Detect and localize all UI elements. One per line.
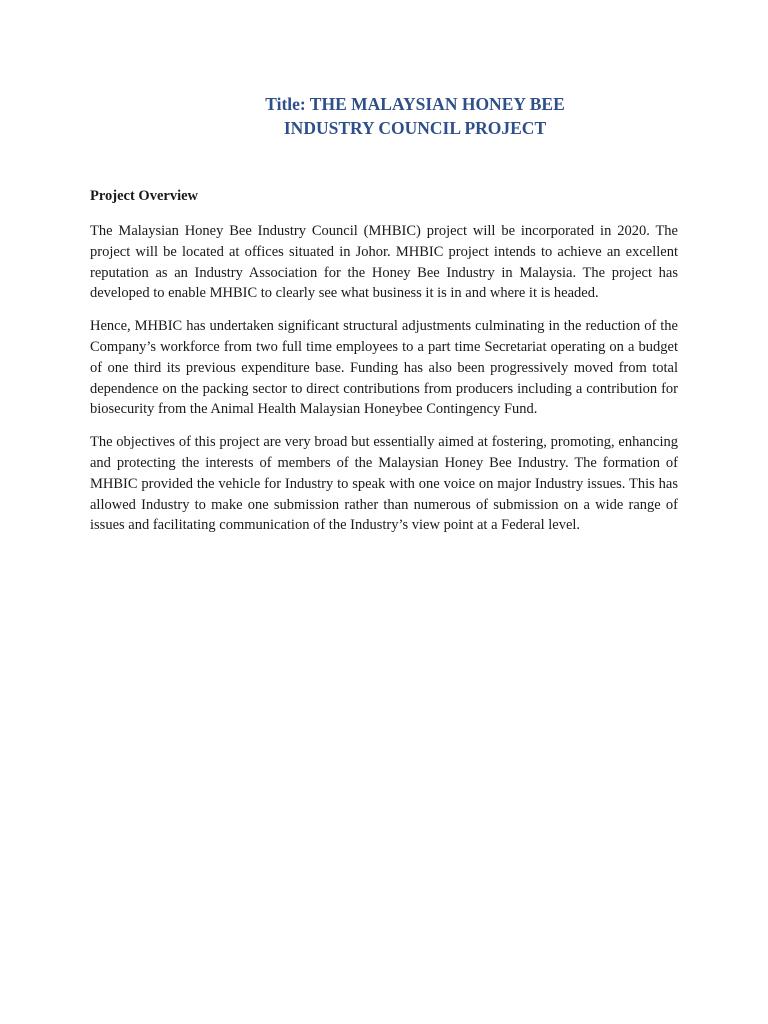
document-title (0, 92, 768, 140)
paragraph-3: The objectives of this project are very broad but essentially aimed at fostering, promoting, enhancing and protecting the interests of members of the Malaysian Honey Bee Industry. The formation of MHBIC provided the vehicle for Industry to speak with one voice on major Industry issues. This has allowed Industry to make one submission rather than numerous of submission on a wide range of issues and facilitating communication of the Industry’s view point at a Federal level. (90, 434, 678, 534)
paragraph-1: The Malaysian Honey Bee Industry Council (MHBIC) project will be incorporated in 2020. The project will be located at offices situated in Johor. MHBIC project intends to achieve an excellent reputation as an Industry Association for the Honey Bee Industry in Malaysia. The project has developed to enable MHBIC to clearly see what business it is in and where it is headed. (90, 223, 678, 302)
paragraph-2: Hence, MHBIC has undertaken significant structural adjustments culminating in the reduction of the Company’s workforce from two full time employees to a part time Secretariat operating on a budget of one third its previous expenditure base. Funding has also been progressively moved from total dependence on the packing sector to direct contributions from producers including a contribution for biosecurity from the Animal Health Malaysian Honeybee Contingency Fund. (90, 318, 678, 418)
document-body (90, 186, 678, 548)
title-line-1: Title: THE MALAYSIAN HONEY BEE (265, 94, 565, 114)
section-heading: Project Overview (90, 188, 199, 204)
title-line-2: INDUSTRY COUNCIL PROJECT (283, 118, 547, 138)
